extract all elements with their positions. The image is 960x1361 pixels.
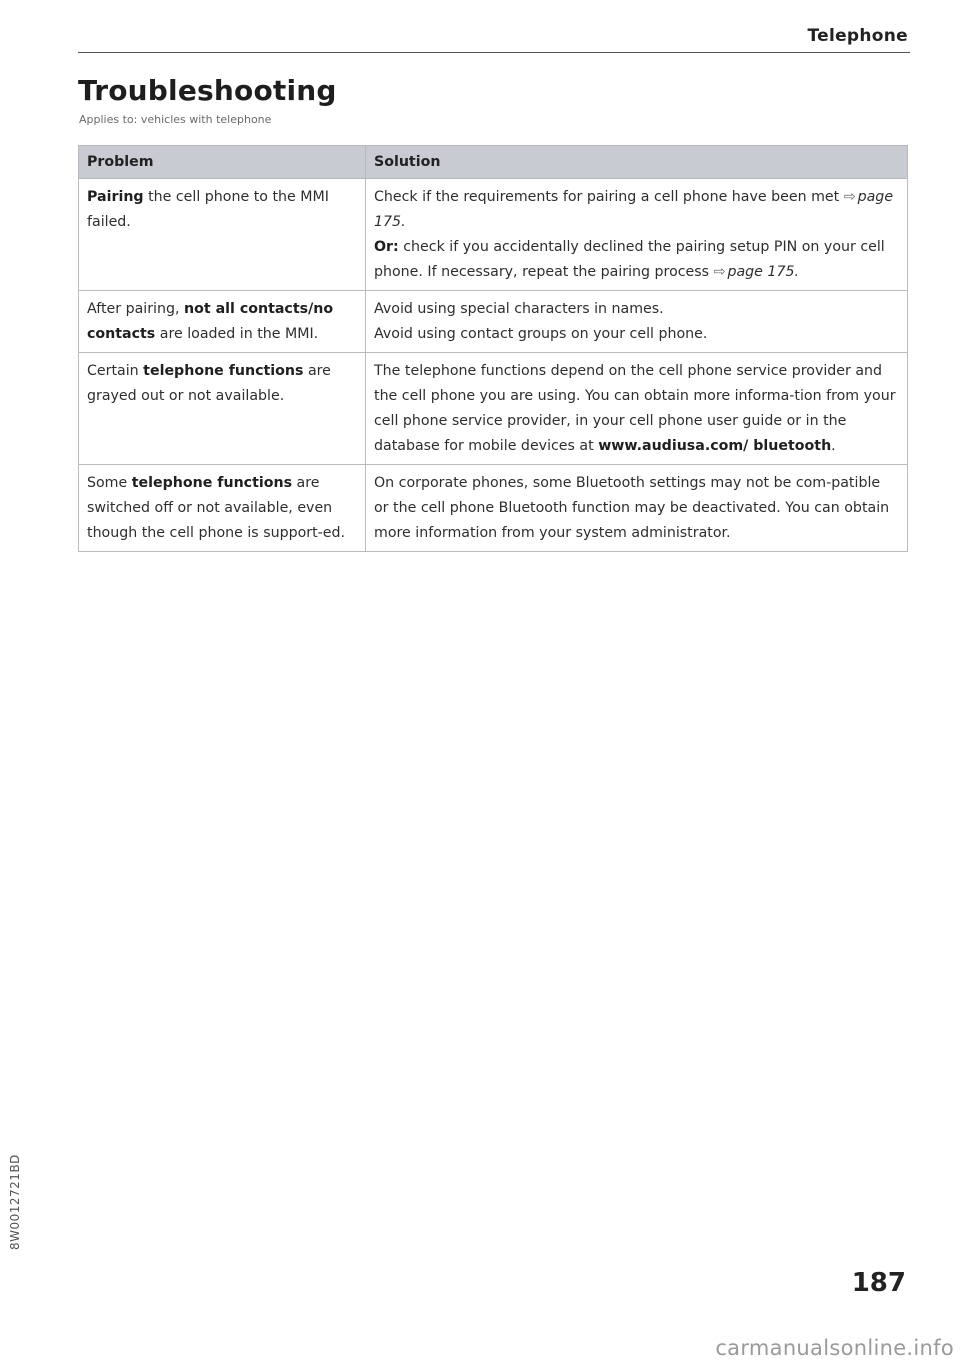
problem-text: After pairing, — [87, 301, 185, 317]
problem-keyword: not all contacts/no contacts — [87, 301, 334, 342]
reference-arrow-icon: ⇨ — [843, 189, 856, 205]
problem-cell — [79, 465, 366, 552]
section-title: Troubleshooting — [78, 74, 337, 107]
table-row — [79, 353, 908, 465]
applies-to-note: Applies to: vehicles with telephone — [79, 113, 272, 126]
problem-cell — [79, 291, 366, 353]
solution-cell — [366, 291, 908, 353]
solution-cell — [366, 179, 908, 291]
problem-text: are loaded in the MMI. — [155, 326, 319, 342]
table-row — [79, 291, 908, 353]
solution-text: check if you accidentally declined the pairing setup PIN on your cell phone. If necessary, repeat the pairing process — [374, 239, 885, 280]
problem-cell — [79, 353, 366, 465]
solution-paragraph — [374, 235, 899, 285]
document-code: 8W0012721BD — [8, 1154, 22, 1250]
column-header-problem: Problem — [79, 146, 366, 179]
problem-text: the cell phone to the MMI failed. — [87, 189, 329, 230]
solution-paragraph — [374, 185, 899, 235]
reference-arrow-icon: ⇨ — [713, 264, 726, 280]
solution-cell — [366, 465, 908, 552]
solution-text: On corporate phones, some Bluetooth settings may not be com-patible or the cell phone Bluetooth function may be deactivated. You can obtain more information from your system administrator. — [374, 475, 890, 541]
solution-text: Check if the requirements for pairing a cell phone have been met — [374, 189, 844, 205]
solution-text: Avoid using special characters in names. — [374, 301, 664, 317]
solution-keyword: Or: — [374, 239, 399, 255]
problem-text: are switched off or not available, even though the cell phone is support-ed. — [87, 475, 346, 541]
problem-cell — [79, 179, 366, 291]
troubleshooting-table — [78, 145, 908, 552]
table-row — [79, 465, 908, 552]
table-row — [79, 179, 908, 291]
column-header-solution: Solution — [366, 146, 908, 179]
problem-text: are grayed out or not available. — [87, 363, 331, 404]
page-reference-text: page 175. — [374, 189, 894, 230]
running-header: Telephone — [807, 26, 908, 46]
problem-text: Certain — [87, 363, 144, 379]
page-number: 187 — [851, 1268, 906, 1298]
watermark: carmanualsonline.info — [715, 1336, 954, 1360]
problem-keyword: telephone functions — [131, 475, 293, 491]
problem-keyword: Pairing — [87, 189, 144, 205]
solution-text: Avoid using contact groups on your cell phone. — [374, 326, 708, 342]
problem-keyword: telephone functions — [143, 363, 304, 379]
page-reference-link[interactable] — [714, 264, 799, 280]
page-reference-text: page 175. — [727, 264, 800, 280]
header-rule — [78, 52, 910, 53]
website-link[interactable]: www.audiusa.com/ bluetooth — [598, 438, 832, 454]
table-header-row — [79, 146, 908, 179]
solution-text: . — [831, 438, 836, 454]
problem-text: Some — [87, 475, 132, 491]
solution-cell — [366, 353, 908, 465]
solution-text: The telephone functions depend on the cell phone service provider and the cell phone you are using. You can obtain more informa-tion from your cell phone service provider, in your cell phone user guide or in the database for mobile devices at — [374, 363, 896, 454]
